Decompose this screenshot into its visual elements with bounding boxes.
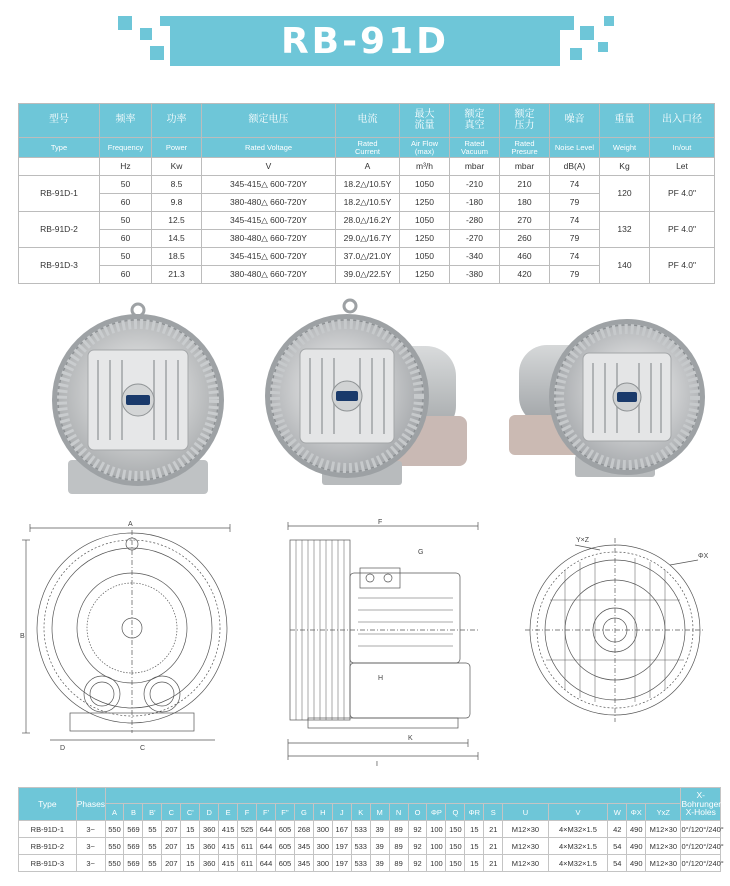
dims-holes-header: X-Bohrungen X-Holes bbox=[681, 788, 721, 821]
dims-column-header: B' bbox=[143, 804, 162, 821]
spec-unit-cell bbox=[19, 158, 100, 176]
spec-unit-cell: mbar bbox=[500, 158, 550, 176]
spec-vacuum-cell: -340 bbox=[450, 248, 500, 266]
spec-header-cell: 电流 bbox=[336, 104, 400, 138]
dims-column-header: YxZ bbox=[646, 804, 681, 821]
table-row bbox=[19, 855, 721, 872]
spec-header-cell: 额定电压 bbox=[202, 104, 336, 138]
spec-pressure-cell: 260 bbox=[500, 230, 550, 248]
dims-column-header: U bbox=[503, 804, 548, 821]
blower-photo-rear bbox=[505, 305, 705, 490]
dims-value-cell: 89 bbox=[389, 838, 408, 855]
dims-value-cell: M12×30 bbox=[646, 821, 681, 838]
spec-noise-cell: 79 bbox=[550, 194, 600, 212]
spec-pressure-cell: 180 bbox=[500, 194, 550, 212]
spec-noise-cell: 74 bbox=[550, 248, 600, 266]
drawing-flange-view bbox=[520, 530, 720, 730]
decor-square bbox=[118, 16, 132, 30]
spec-header-cn bbox=[19, 104, 715, 138]
dims-value-cell: 92 bbox=[408, 838, 427, 855]
dims-value-cell: 644 bbox=[257, 838, 276, 855]
model-type-cell: RB-91D-2 bbox=[19, 212, 100, 248]
spec-header-cell: Air Flow (max) bbox=[400, 138, 450, 158]
spec-voltage-cell: 345-415△ 600-720Y bbox=[202, 176, 336, 194]
dims-value-cell: 569 bbox=[124, 821, 143, 838]
spec-noise-cell: 79 bbox=[550, 230, 600, 248]
spec-voltage-cell: 345-415△ 600-720Y bbox=[202, 248, 336, 266]
dims-column-header: ΦX bbox=[627, 804, 646, 821]
dims-value-cell: M12×30 bbox=[503, 821, 548, 838]
dims-value-cell: 268 bbox=[294, 821, 313, 838]
dims-value-cell: 550 bbox=[105, 838, 124, 855]
dims-value-cell: 490 bbox=[627, 821, 646, 838]
spec-unit-cell: A bbox=[336, 158, 400, 176]
dims-value-cell: 15 bbox=[465, 821, 484, 838]
spec-power-cell: 21.3 bbox=[152, 266, 202, 284]
spec-power-cell: 12.5 bbox=[152, 212, 202, 230]
spec-header-cell: In/out bbox=[650, 138, 715, 158]
spec-unit-cell: dB(A) bbox=[550, 158, 600, 176]
dims-column-header: W bbox=[608, 804, 627, 821]
dims-value-cell: 100 bbox=[427, 838, 446, 855]
dims-value-cell: 644 bbox=[257, 821, 276, 838]
spec-header-cell: 频率 bbox=[100, 104, 152, 138]
spec-unit-cell: Let bbox=[650, 158, 715, 176]
dims-value-cell: 15 bbox=[181, 821, 200, 838]
dims-column-header: O bbox=[408, 804, 427, 821]
dims-value-cell: 150 bbox=[446, 855, 465, 872]
dims-column-header: F'' bbox=[275, 804, 294, 821]
spec-voltage-cell: 380-480△ 660-720Y bbox=[202, 230, 336, 248]
dims-value-cell: 4×M32×1.5 bbox=[548, 821, 608, 838]
spec-vacuum-cell: -180 bbox=[450, 194, 500, 212]
spec-noise-cell: 74 bbox=[550, 176, 600, 194]
spec-pressure-cell: 270 bbox=[500, 212, 550, 230]
dims-column-header: B bbox=[124, 804, 143, 821]
spec-header-cell: Power bbox=[152, 138, 202, 158]
spec-voltage-cell: 380-480△ 660-720Y bbox=[202, 194, 336, 212]
dims-value-cell: 490 bbox=[627, 855, 646, 872]
dims-column-header: ΦR bbox=[465, 804, 484, 821]
dims-value-cell: 207 bbox=[162, 838, 181, 855]
dims-value-cell: 150 bbox=[446, 838, 465, 855]
dims-value-cell: 197 bbox=[332, 838, 351, 855]
table-row bbox=[19, 838, 721, 855]
dims-value-cell: 55 bbox=[143, 855, 162, 872]
dims-value-cell: 605 bbox=[275, 821, 294, 838]
dims-value-cell: 415 bbox=[219, 838, 238, 855]
weight-cell: 120 bbox=[600, 176, 650, 212]
decor-square bbox=[580, 26, 594, 40]
dims-value-cell: 39 bbox=[370, 821, 389, 838]
spec-unit-cell: Kw bbox=[152, 158, 202, 176]
spec-current-cell: 18.2△/10.5Y bbox=[336, 176, 400, 194]
spec-header-cell: 型号 bbox=[19, 104, 100, 138]
spec-power-cell: 9.8 bbox=[152, 194, 202, 212]
blower-photo-front bbox=[48, 300, 228, 500]
spec-vacuum-cell: -380 bbox=[450, 266, 500, 284]
spec-freq-cell: 60 bbox=[100, 266, 152, 284]
spec-flow-cell: 1050 bbox=[400, 248, 450, 266]
dims-value-cell: 533 bbox=[351, 838, 370, 855]
dims-value-cell: 89 bbox=[389, 855, 408, 872]
decor-square bbox=[140, 28, 152, 40]
dims-value-cell: 490 bbox=[627, 838, 646, 855]
inout-cell: PF 4.0" bbox=[650, 176, 715, 212]
dims-column-header: G bbox=[294, 804, 313, 821]
spec-header-cell: 额定 压力 bbox=[500, 104, 550, 138]
table-row bbox=[19, 821, 721, 838]
dims-holes-cell: 0°/120°/240° bbox=[681, 821, 721, 838]
dims-value-cell: 92 bbox=[408, 855, 427, 872]
dims-value-cell: 21 bbox=[484, 821, 503, 838]
page-title: RB-91D bbox=[280, 20, 450, 62]
dims-value-cell: 569 bbox=[124, 855, 143, 872]
drawing-dimension-label: B bbox=[20, 633, 25, 640]
spec-header-cell: Noise Level bbox=[550, 138, 600, 158]
drawing-dimension-label: H bbox=[378, 675, 384, 682]
spec-pressure-cell: 420 bbox=[500, 266, 550, 284]
dims-value-cell: 345 bbox=[294, 838, 313, 855]
spec-current-cell: 28.0△/16.2Y bbox=[336, 212, 400, 230]
dims-value-cell: 21 bbox=[484, 838, 503, 855]
dims-value-cell: 92 bbox=[408, 821, 427, 838]
dims-value-cell: 300 bbox=[313, 821, 332, 838]
spec-header-cell: Frequency bbox=[100, 138, 152, 158]
blower-photo-angle bbox=[262, 296, 472, 496]
weight-cell: 132 bbox=[600, 212, 650, 248]
dims-value-cell: 167 bbox=[332, 821, 351, 838]
dims-column-header: F' bbox=[257, 804, 276, 821]
dims-phases-cell: 3~ bbox=[76, 821, 105, 838]
dims-value-cell: 100 bbox=[427, 855, 446, 872]
decor-square bbox=[570, 48, 582, 60]
dims-value-cell: 207 bbox=[162, 855, 181, 872]
drawing-dimension-label: I bbox=[376, 761, 378, 768]
table-row bbox=[19, 248, 715, 266]
dims-value-cell: 533 bbox=[351, 821, 370, 838]
spec-freq-cell: 60 bbox=[100, 230, 152, 248]
dims-value-cell: 15 bbox=[181, 838, 200, 855]
spec-freq-cell: 50 bbox=[100, 176, 152, 194]
spec-current-cell: 18.2△/10.5Y bbox=[336, 194, 400, 212]
dims-value-cell: 644 bbox=[257, 855, 276, 872]
spec-freq-cell: 60 bbox=[100, 194, 152, 212]
dims-holes-cell: 0°/120°/240° bbox=[681, 838, 721, 855]
dims-value-cell: 533 bbox=[351, 855, 370, 872]
title-bar bbox=[170, 16, 560, 66]
drawing-dimension-label: Y×Z bbox=[576, 537, 590, 544]
dims-value-cell: M12×30 bbox=[503, 855, 548, 872]
dims-value-cell: 569 bbox=[124, 838, 143, 855]
spec-header-cell: Rated Presure bbox=[500, 138, 550, 158]
dims-phases-cell: 3~ bbox=[76, 838, 105, 855]
dims-value-cell: 15 bbox=[181, 855, 200, 872]
spec-flow-cell: 1250 bbox=[400, 194, 450, 212]
table-row bbox=[19, 176, 715, 194]
spec-pressure-cell: 460 bbox=[500, 248, 550, 266]
dims-value-cell: M12×30 bbox=[646, 855, 681, 872]
dims-column-header: F bbox=[238, 804, 257, 821]
spec-unit-cell: mbar bbox=[450, 158, 500, 176]
dims-value-cell: 207 bbox=[162, 821, 181, 838]
decor-square bbox=[160, 16, 170, 26]
spec-pressure-cell: 210 bbox=[500, 176, 550, 194]
dims-value-cell: 15 bbox=[465, 838, 484, 855]
spec-header-en bbox=[19, 138, 715, 158]
dims-value-cell: 345 bbox=[294, 855, 313, 872]
spec-power-cell: 18.5 bbox=[152, 248, 202, 266]
dims-value-cell: 39 bbox=[370, 855, 389, 872]
dims-type-cell: RB-91D-1 bbox=[19, 821, 77, 838]
drawing-side-view bbox=[278, 518, 496, 768]
dims-column-header: J bbox=[332, 804, 351, 821]
spec-flow-cell: 1250 bbox=[400, 230, 450, 248]
dims-value-cell: 197 bbox=[332, 855, 351, 872]
spec-header-cell: Weight bbox=[600, 138, 650, 158]
dims-holes-cell: 0°/120°/240° bbox=[681, 855, 721, 872]
spec-freq-cell: 50 bbox=[100, 212, 152, 230]
drawing-dimension-label: ΦX bbox=[698, 553, 709, 560]
inout-cell: PF 4.0" bbox=[650, 248, 715, 284]
spec-unit-cell: m³/h bbox=[400, 158, 450, 176]
dims-value-cell: 525 bbox=[238, 821, 257, 838]
spec-noise-cell: 74 bbox=[550, 212, 600, 230]
dims-value-cell: 54 bbox=[608, 838, 627, 855]
dims-value-cell: 550 bbox=[105, 821, 124, 838]
spec-freq-cell: 50 bbox=[100, 248, 152, 266]
spec-power-cell: 14.5 bbox=[152, 230, 202, 248]
dims-value-cell: 21 bbox=[484, 855, 503, 872]
spec-power-cell: 8.5 bbox=[152, 176, 202, 194]
dims-column-header: V bbox=[548, 804, 608, 821]
dims-column-header: Q bbox=[446, 804, 465, 821]
dims-column-header: N bbox=[389, 804, 408, 821]
dims-value-cell: 4×M32×1.5 bbox=[548, 855, 608, 872]
spec-vacuum-cell: -270 bbox=[450, 230, 500, 248]
spec-header-cell: Rated Voltage bbox=[202, 138, 336, 158]
spec-current-cell: 39.0△/22.5Y bbox=[336, 266, 400, 284]
dims-value-cell: 39 bbox=[370, 838, 389, 855]
dims-value-cell: 611 bbox=[238, 855, 257, 872]
drawing-dimension-label: C bbox=[140, 745, 146, 752]
dims-column-header: S bbox=[484, 804, 503, 821]
drawing-dimension-label: A bbox=[128, 521, 133, 528]
dims-column-header: C' bbox=[181, 804, 200, 821]
dims-value-cell: 100 bbox=[427, 821, 446, 838]
spec-header-cell: 额定 真空 bbox=[450, 104, 500, 138]
dims-value-cell: 300 bbox=[313, 838, 332, 855]
dims-value-cell: 605 bbox=[275, 855, 294, 872]
dims-header-top bbox=[19, 788, 721, 804]
spec-current-cell: 37.0△/21.0Y bbox=[336, 248, 400, 266]
dims-value-cell: 360 bbox=[200, 855, 219, 872]
spec-voltage-cell: 345-415△ 600-720Y bbox=[202, 212, 336, 230]
dims-value-cell: 4×M32×1.5 bbox=[548, 838, 608, 855]
spec-header-cell: Rated Vacuum bbox=[450, 138, 500, 158]
spec-header-cell: 出入口径 bbox=[650, 104, 715, 138]
spec-header-cell: Type bbox=[19, 138, 100, 158]
spec-vacuum-cell: -210 bbox=[450, 176, 500, 194]
drawing-front-view bbox=[20, 518, 250, 768]
dims-value-cell: M12×30 bbox=[503, 838, 548, 855]
spec-header-cell: 重量 bbox=[600, 104, 650, 138]
spec-units-row bbox=[19, 158, 715, 176]
dims-value-cell: 360 bbox=[200, 821, 219, 838]
dims-value-cell: 415 bbox=[219, 855, 238, 872]
dims-value-cell: 360 bbox=[200, 838, 219, 855]
dims-header-columns bbox=[19, 804, 721, 821]
spec-unit-cell: V bbox=[202, 158, 336, 176]
spec-header-cell: 噪音 bbox=[550, 104, 600, 138]
dims-phases-header: Phases bbox=[76, 788, 105, 821]
inout-cell: PF 4.0" bbox=[650, 212, 715, 248]
drawing-dimension-label: F bbox=[378, 519, 383, 526]
dims-value-cell: 415 bbox=[219, 821, 238, 838]
dimension-table bbox=[18, 787, 724, 872]
spec-table bbox=[18, 103, 715, 284]
dims-value-cell: 89 bbox=[389, 821, 408, 838]
spec-flow-cell: 1050 bbox=[400, 212, 450, 230]
dims-value-cell: 611 bbox=[238, 838, 257, 855]
dims-column-header: D bbox=[200, 804, 219, 821]
dims-value-cell: 300 bbox=[313, 855, 332, 872]
dims-column-header: A bbox=[105, 804, 124, 821]
spec-flow-cell: 1250 bbox=[400, 266, 450, 284]
page-header bbox=[0, 0, 730, 80]
decor-square bbox=[560, 16, 574, 30]
spec-noise-cell: 79 bbox=[550, 266, 600, 284]
dims-spacer-header bbox=[105, 788, 681, 804]
dims-type-header: Type bbox=[19, 788, 77, 821]
model-type-cell: RB-91D-1 bbox=[19, 176, 100, 212]
dims-value-cell: 42 bbox=[608, 821, 627, 838]
model-type-cell: RB-91D-3 bbox=[19, 248, 100, 284]
weight-cell: 140 bbox=[600, 248, 650, 284]
dims-column-header: ΦP bbox=[427, 804, 446, 821]
dims-column-header: E bbox=[219, 804, 238, 821]
spec-current-cell: 29.0△/16.7Y bbox=[336, 230, 400, 248]
dims-column-header: C bbox=[162, 804, 181, 821]
spec-vacuum-cell: -280 bbox=[450, 212, 500, 230]
dims-phases-cell: 3~ bbox=[76, 855, 105, 872]
decor-square bbox=[598, 42, 608, 52]
table-row bbox=[19, 212, 715, 230]
spec-header-cell: 功率 bbox=[152, 104, 202, 138]
dims-value-cell: 150 bbox=[446, 821, 465, 838]
dims-value-cell: 55 bbox=[143, 821, 162, 838]
dims-column-header: K bbox=[351, 804, 370, 821]
spec-unit-cell: Kg bbox=[600, 158, 650, 176]
dims-column-header: M bbox=[370, 804, 389, 821]
spec-header-cell: Rated Current bbox=[336, 138, 400, 158]
spec-flow-cell: 1050 bbox=[400, 176, 450, 194]
decor-square bbox=[604, 16, 614, 26]
drawing-dimension-label: G bbox=[418, 549, 424, 556]
dims-value-cell: 55 bbox=[143, 838, 162, 855]
drawing-dimension-label: D bbox=[60, 745, 66, 752]
dims-type-cell: RB-91D-3 bbox=[19, 855, 77, 872]
dims-value-cell: 15 bbox=[465, 855, 484, 872]
spec-unit-cell: Hz bbox=[100, 158, 152, 176]
decor-square bbox=[150, 46, 164, 60]
spec-voltage-cell: 380-480△ 660-720Y bbox=[202, 266, 336, 284]
dims-column-header: H bbox=[313, 804, 332, 821]
dims-type-cell: RB-91D-2 bbox=[19, 838, 77, 855]
drawing-dimension-label: K bbox=[408, 735, 413, 742]
dims-value-cell: M12×30 bbox=[646, 838, 681, 855]
spec-header-cell: 最大 流量 bbox=[400, 104, 450, 138]
dims-value-cell: 550 bbox=[105, 855, 124, 872]
dims-value-cell: 605 bbox=[275, 838, 294, 855]
dims-value-cell: 54 bbox=[608, 855, 627, 872]
